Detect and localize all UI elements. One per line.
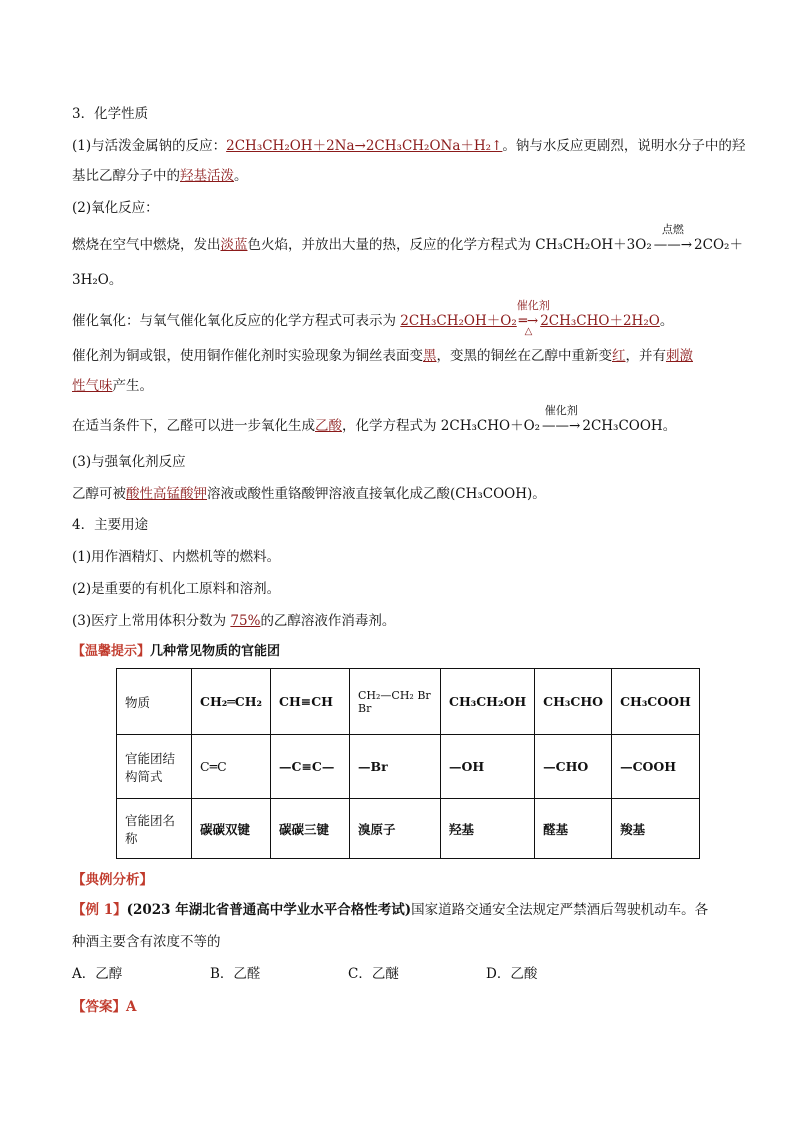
name-cell: 羟基 bbox=[441, 799, 535, 859]
name-cell: 碳碳双键 bbox=[192, 799, 271, 859]
combustion-line2: 3H₂O。 bbox=[72, 272, 123, 288]
use-2: (2)是重要的有机化工原料和溶剂。 bbox=[72, 581, 281, 597]
structure-cell: —C≡C— bbox=[271, 735, 350, 799]
condition-arrow: 催化剂 ——→ bbox=[542, 404, 581, 434]
substance-cell: CH₂═CH₂ bbox=[192, 669, 271, 735]
name-cell: 羧基 bbox=[612, 799, 700, 859]
table-row bbox=[117, 799, 700, 859]
table-row bbox=[117, 735, 700, 799]
name-cell: 碳碳三键 bbox=[271, 799, 350, 859]
example-question-line2: 种酒主要含有浓度不等的 bbox=[72, 934, 221, 950]
section-4-title: 4．主要用途 bbox=[72, 517, 149, 533]
answer-line: 【答案】A bbox=[72, 999, 137, 1015]
use-1: (1)用作酒精灯、内燃机等的燃料。 bbox=[72, 549, 281, 565]
table-row bbox=[117, 669, 700, 735]
substance-cell: CH₃COOH bbox=[612, 669, 700, 735]
use-3: (3)医疗上常用体积分数为 75%的乙醇溶液作消毒剂。 bbox=[72, 613, 396, 629]
option-a: A．乙醇 bbox=[72, 966, 123, 982]
strong-oxidant-line: 乙醇可被酸性高锰酸钾溶液或酸性重铬酸钾溶液直接氧化成乙酸(CH₃COOH)。 bbox=[72, 486, 546, 502]
section-3-title: 3．化学性质 bbox=[72, 106, 149, 122]
catalyst-arrow: 催化剂 △ ═→ bbox=[516, 299, 550, 337]
acetaldehyde-oxidation: 在适当条件下，乙醛可以进一步氧化生成乙酸，化学方程式为 2CH₃CHO＋O₂ 催化剂 ——→ 2CH₃COOH。 bbox=[72, 404, 677, 434]
structure-cell: —OH bbox=[441, 735, 535, 799]
reaction-sodium-line2: 基比乙醇分子中的羟基活泼。 bbox=[72, 168, 248, 184]
row-label: 物质 bbox=[117, 669, 192, 735]
row-label: 官能团结构简式 bbox=[117, 735, 192, 799]
name-cell: 醛基 bbox=[535, 799, 612, 859]
substance-cell: CH≡CH bbox=[271, 669, 350, 735]
oxidation-title: (2)氧化反应： bbox=[72, 200, 159, 216]
tip-heading: 【温馨提示】几种常见物质的官能团 bbox=[72, 644, 281, 659]
substance-cell: CH₂—CH₂ Br Br bbox=[350, 669, 441, 735]
strong-oxidant-title: (3)与强氧化剂反应 bbox=[72, 454, 186, 470]
analysis-heading: 【典例分析】 bbox=[72, 872, 153, 888]
substance-cell: CH₃CH₂OH bbox=[441, 669, 535, 735]
option-d: D．乙酸 bbox=[486, 966, 538, 982]
structure-cell: C═C bbox=[192, 735, 271, 799]
structure-cell: —CHO bbox=[535, 735, 612, 799]
option-c: C．乙醚 bbox=[348, 966, 399, 982]
row-label: 官能团名称 bbox=[117, 799, 192, 859]
catalytic-oxidation: 催化氧化：与氧气催化氧化反应的化学方程式可表示为 2CH₃CH₂OH＋O₂ 催化剂 △ ═→ 2CH₃CHO＋2H₂O。 bbox=[72, 299, 674, 337]
example-question: 【例 1】(2023 年湖北省普通高中学业水平合格性考试)国家道路交通安全法规定严禁酒后驾驶机动车。各 bbox=[72, 902, 709, 918]
structure-cell: —Br bbox=[350, 735, 441, 799]
reaction-sodium: (1)与活泼金属钠的反应：2CH₃CH₂OH＋2Na→2CH₃CH₂ONa＋H₂↑。钠与水反应更剧烈，说明水分子中的羟 bbox=[72, 138, 746, 154]
option-b: B．乙醛 bbox=[210, 966, 261, 982]
structure-cell: —COOH bbox=[612, 735, 700, 799]
substance-cell: CH₃CHO bbox=[535, 669, 612, 735]
copper-catalyst-line: 催化剂为铜或银，使用铜作催化剂时实验现象为铜丝表面变黑，变黑的铜丝在乙醇中重新变红，并有刺激 bbox=[72, 348, 693, 364]
functional-group-table bbox=[116, 668, 700, 859]
options-row bbox=[72, 964, 632, 984]
combustion-line: 燃烧在空气中燃烧，发出淡蓝色火焰，并放出大量的热，反应的化学方程式为 CH₃CH₂OH＋3O₂ 点燃 ——→ 2CO₂＋ bbox=[72, 223, 743, 253]
name-cell: 溴原子 bbox=[350, 799, 441, 859]
condition-arrow: 点燃 ——→ bbox=[653, 223, 693, 253]
copper-catalyst-line2: 性气味产生。 bbox=[72, 378, 153, 394]
